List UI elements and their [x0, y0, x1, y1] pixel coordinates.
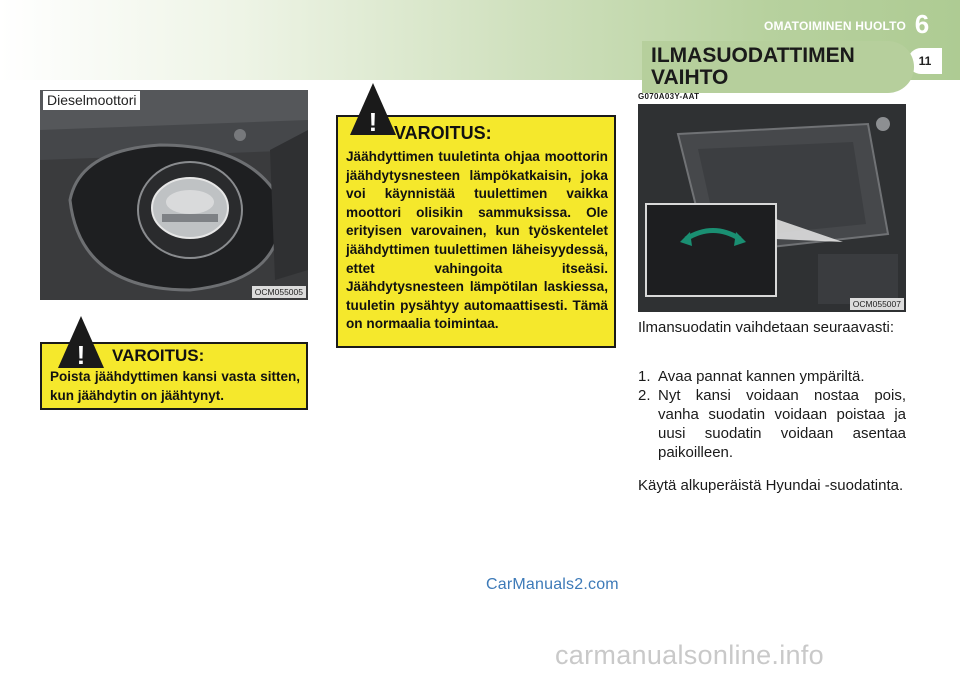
- step-list: [638, 367, 906, 462]
- section-heading: [642, 41, 914, 93]
- watermark-site: carmanualsonline.info: [555, 640, 824, 670]
- page-number: 11: [908, 48, 942, 74]
- warning-box-cap: [40, 342, 308, 410]
- warning-box-fan: [336, 107, 616, 348]
- closing-paragraph: Käytä alkuperäistä Hyundai -suodatinta.: [638, 477, 904, 494]
- step-text: Avaa pannat kannen ympäriltä.: [658, 368, 865, 385]
- chapter-number: 6: [914, 9, 930, 39]
- radiator-cap-illustration: [40, 90, 308, 300]
- photo-code-right: OCM055007: [850, 298, 904, 310]
- step-number: 2.: [638, 387, 651, 404]
- watermark-link[interactable]: CarManuals2.com: [486, 576, 619, 593]
- document-code: G070A03Y-AAT: [638, 92, 700, 101]
- warning-triangle-icon: [56, 314, 106, 370]
- radiator-cap-photo: [40, 90, 308, 300]
- step-text: Nyt kansi voidaan nostaa pois, vanha suodatin voidaan poistaa ja uusi suodatin voidaan asentaa paikoilleen.: [658, 387, 906, 461]
- warning-triangle-icon: [348, 81, 398, 137]
- list-item: [638, 386, 906, 462]
- air-filter-photo: [638, 104, 906, 312]
- intro-paragraph: Ilmansuodatin vaihdetaan seuraavasti:: [638, 319, 894, 336]
- photo-code-left: OCM055005: [252, 286, 306, 298]
- section-label: OMATOIMINEN HUOLTO: [763, 19, 906, 33]
- warning-title: VAROITUS:: [394, 123, 492, 143]
- step-number: 1.: [638, 368, 651, 385]
- warning-title: VAROITUS:: [112, 346, 205, 365]
- air-filter-illustration: [638, 104, 906, 312]
- warning-text: Poista jäähdyttimen kansi vasta sitten, kun jäähdytin on jäähtynyt.: [50, 369, 300, 403]
- heading-line-1: ILMASUODATTIMEN: [651, 44, 855, 67]
- heading-line-2: VAIHTO: [651, 66, 729, 89]
- list-item: [638, 367, 906, 386]
- warning-text: Jäähdyttimen tuuletinta ohjaa moottorin jäähdytysnesteen lämpökatkaisin, joka voi käynnistää tuulettimen vaikka moottori olisikin sammuksissa. Ole erityisen varovainen, kun työskentelet jäähdyttimen tuulettimen läheisyydessä, ettet vahingoita itseäsi. Jäähdytysnesteen lämpötilan laskiessa, tuuletin pysähtyy automaattisesti. Tämä on normaalia toimintaa.: [346, 149, 608, 332]
- svg-text:!: !: [368, 107, 378, 137]
- svg-text:!: !: [76, 340, 86, 370]
- photo-tag-diesel: Dieselmoottori: [43, 91, 140, 110]
